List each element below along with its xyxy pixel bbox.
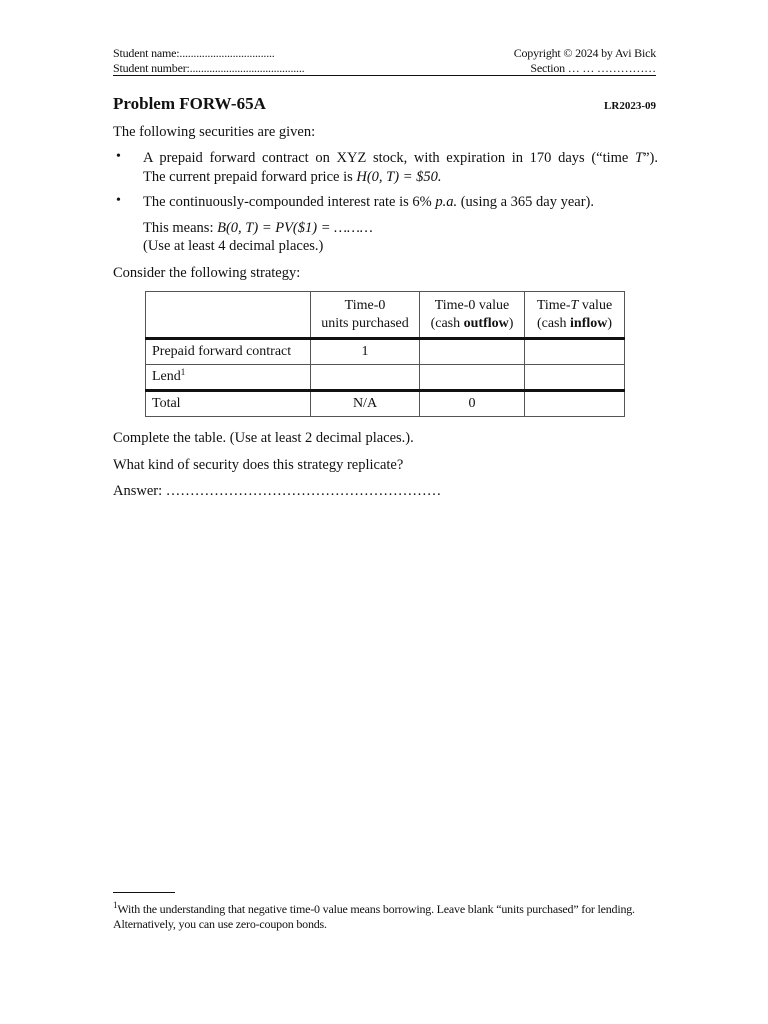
row-label xyxy=(146,365,311,391)
table-row xyxy=(146,365,625,391)
page-header xyxy=(113,46,656,76)
time-T-symbol: T xyxy=(635,150,644,166)
header-text: value xyxy=(578,297,613,313)
interest-rate-text: The continuously-compounded interest rate is 6% xyxy=(143,194,436,210)
copyright-notice: Copyright © 2024 by Avi Bick xyxy=(513,46,656,60)
units-cell: 1 xyxy=(311,339,420,365)
header-text: (cash xyxy=(430,315,464,331)
bullet-marker: • xyxy=(116,193,121,208)
header-bold-text: outflow xyxy=(463,315,509,331)
bullet-1-text-end: ”). xyxy=(643,150,658,166)
consider-text: Consider the following strategy: xyxy=(113,265,301,281)
this-means-text: This means: xyxy=(143,220,218,236)
header-text: Time-0 xyxy=(344,297,386,313)
complete-instruction: Complete the table. (Use at least 2 decimal places.). xyxy=(113,430,414,446)
units-cell[interactable] xyxy=(311,365,420,391)
day-count-text: (using a 365 day year). xyxy=(457,194,594,210)
timeT-value-cell[interactable] xyxy=(525,365,625,391)
table-row xyxy=(146,339,625,365)
total-time0-value: 0 xyxy=(420,391,525,417)
footnote-number: 1 xyxy=(113,900,118,910)
header-bold-text: inflow xyxy=(570,315,608,331)
time0-value-cell[interactable] xyxy=(420,339,525,365)
footnote-rule xyxy=(113,892,175,893)
timeT-value-cell[interactable] xyxy=(525,339,625,365)
header-timeT-value xyxy=(525,292,625,339)
intro-text: The following securities are given: xyxy=(113,124,316,140)
header-cell-empty xyxy=(146,292,311,339)
header-text: Time-0 value xyxy=(434,297,510,313)
time0-value-cell[interactable] xyxy=(420,365,525,391)
strategy-table xyxy=(145,291,625,417)
lend-label: Lend xyxy=(152,369,181,384)
prepaid-forward-price: H(0, T) = $50. xyxy=(356,169,442,185)
table-total-row xyxy=(146,391,625,417)
header-time0-value xyxy=(420,292,525,339)
header-rule xyxy=(113,75,656,76)
student-number-field: Student number:......................................... xyxy=(113,61,305,75)
header-text: units purchased xyxy=(321,315,409,331)
bond-price-formula: B(0, T) = PV($1) = ……… xyxy=(217,220,373,236)
bullet-1-line-2 xyxy=(143,168,658,187)
bullet-1-price-text: The current prepaid forward price is xyxy=(143,169,357,185)
per-annum-text: p.a. xyxy=(435,194,458,210)
row-label: Prepaid forward contract xyxy=(146,339,311,365)
student-name-field: Student name:.................................. xyxy=(113,46,275,60)
footnote-mark: 1 xyxy=(180,367,186,377)
header-units-purchased xyxy=(311,292,420,339)
bullet-marker: • xyxy=(116,149,121,164)
bond-price-line xyxy=(143,219,658,238)
bullet-1-line-1 xyxy=(143,149,658,168)
header-text: Time- xyxy=(536,297,571,313)
time-T-symbol: T xyxy=(570,297,579,313)
footnote-text: With the understanding that negative time-0 value means borrowing. Leave blank “units purchased” for lending. Alternatively, you can use zero-coupon bonds. xyxy=(113,902,635,931)
decimal-note: (Use at least 4 decimal places.) xyxy=(143,238,324,254)
bullet-2 xyxy=(143,193,658,212)
bullet-1-text: A prepaid forward contract on XYZ stock, with expiration in 170 days (“time xyxy=(143,150,636,166)
total-units: N/A xyxy=(311,391,420,417)
header-text: ) xyxy=(607,315,613,331)
table-header-row xyxy=(146,292,625,339)
header-text: (cash xyxy=(536,315,571,331)
problem-title: Problem FORW-65A xyxy=(113,94,266,113)
footnote xyxy=(113,902,658,932)
header-text: ) xyxy=(508,315,514,331)
problem-heading xyxy=(113,94,656,114)
total-timeT-value[interactable] xyxy=(525,391,625,417)
answer-line[interactable]: Answer: ………………………………………………… xyxy=(113,483,442,499)
total-label: Total xyxy=(146,391,311,417)
question-text: What kind of security does this strategy replicate? xyxy=(113,457,404,473)
section-field: Section … … …………… xyxy=(530,61,656,75)
problem-code: LR2023-09 xyxy=(604,100,656,112)
